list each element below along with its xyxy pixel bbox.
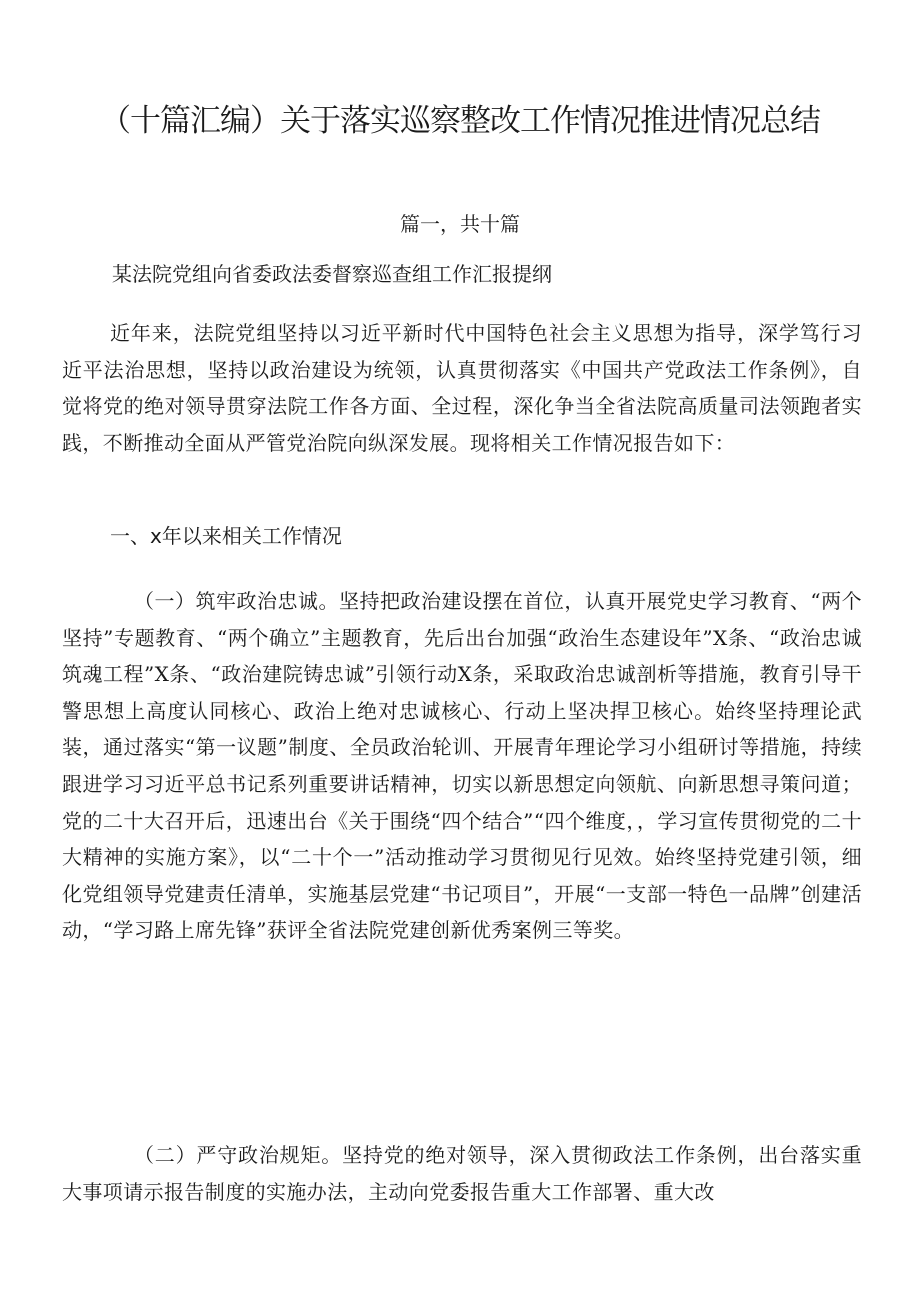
body-paragraph-2: （二）严守政治规矩。坚持党的绝对领导，深入贯彻政法工作条例，出台落实重大事项请示报告制度的实施办法，主动向党委报告重大工作部署、重大改 bbox=[62, 1143, 862, 1204]
report-heading: 某法院党组向省委政法委督察巡查组工作汇报提纲 bbox=[112, 262, 552, 286]
intro-paragraph: 近年来，法院党组坚持以习近平新时代中国特色社会主义思想为指导，深学笃行习近平法治思想，坚持以政治建设为统领，认真贯彻落实《中国共产党政法工作条例》，自觉将党的绝对领导贯穿法院工作各方面、全过程，深化争当全省法院高质量司法领跑者实践，不断推动全面从严管党治院向纵深发展。现将相关工作情况报告如下： bbox=[62, 321, 862, 455]
document-subtitle: 篇一，共十篇 bbox=[400, 212, 520, 236]
body-paragraph-1: （一）筑牢政治忠诚。坚持把政治建设摆在首位，认真开展党史学习教育、“两个坚持”专题教育、“两个确立”主题教育，先后出台加强“政治生态建设年”X条、“政治忠诚筑魂工程”X条、“政治建院铸忠诚”引领行动X条，采取政治忠诚剖析等措施，教育引导干警思想上高度认同核心、政治上绝对忠诚核心、行动上坚决捍卫核心。始终坚持理论武装，通过落实“第一议题”制度、全员政治轮训、开展青年理论学习小组研讨等措施，持续跟进学习习近平总书记系列重要讲话精神，切实以新思想定向领航、向新思想寻策问道；党的二十大召开后，迅速出台《关于围绕“四个结合”“四个维度，，学习宣传贯彻党的二十大精神的实施方案》，以“二十个一”活动推动学习贯彻见行见效。始终坚持党建引领，细化党组领导党建责任清单，实施基层党建“书记项目”，开展“一支部一特色一品牌”创建活动，“学习路上席先锋”获评全省法院党建创新优秀案例三等奖。 bbox=[62, 589, 862, 943]
document-title: （十篇汇编）关于落实巡察整改工作情况推进情况总结 bbox=[100, 103, 820, 139]
section-heading: 一、x年以来相关工作情况 bbox=[110, 524, 342, 548]
